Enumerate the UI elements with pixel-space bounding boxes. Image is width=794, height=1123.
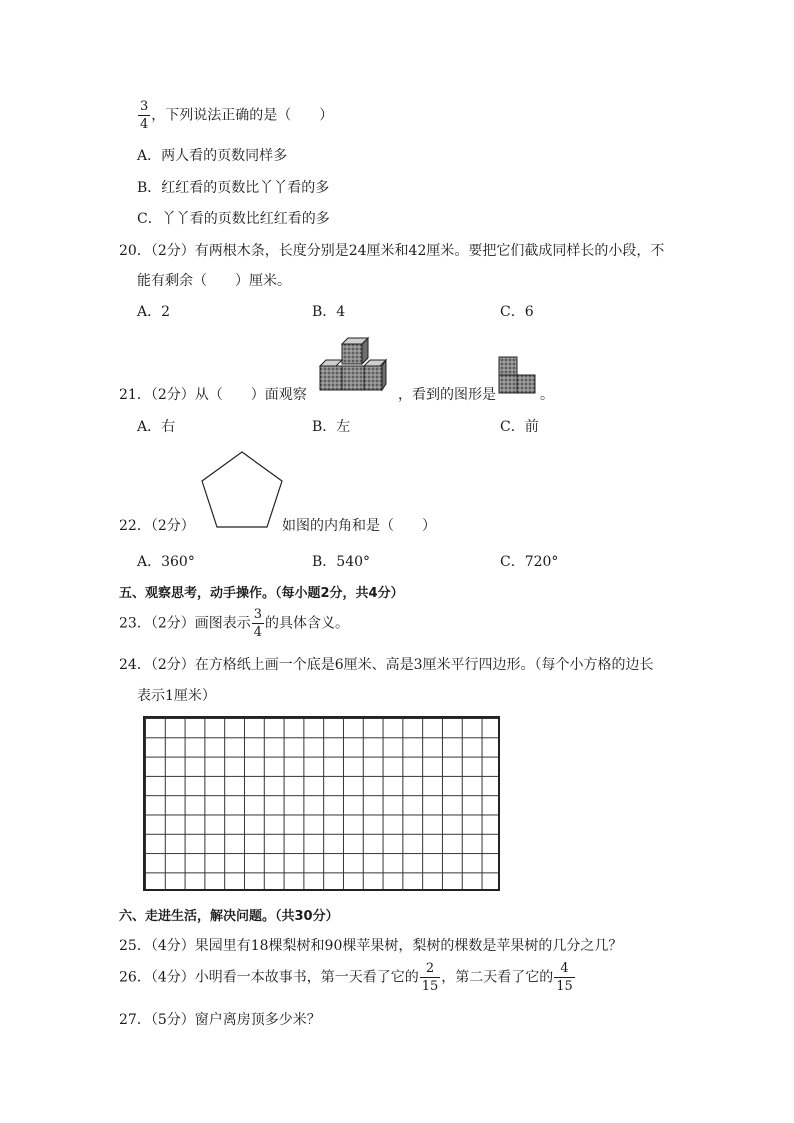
fraction: $\frac{3}{4}$ — [253, 607, 263, 640]
q22-option-b[interactable]: B．540° — [312, 554, 371, 570]
q21-middle: ，看到的图形是 — [398, 387, 496, 403]
fraction: $\frac{2}{15}$ — [421, 961, 439, 994]
q20-line1: 20．（2分）有两根木条，长度分别是24厘米和42厘米。要把它们截成同样长的小段，不 — [119, 243, 665, 259]
q19-stem-text: ，下列说法正确的是（ ） — [151, 107, 334, 124]
q24-line2: 表示1厘米） — [137, 688, 216, 704]
q22-option-c[interactable]: C．720° — [500, 554, 559, 570]
q21-option-a[interactable]: A．右 — [137, 419, 176, 435]
q23-suffix: 的具体含义。 — [265, 615, 350, 632]
q24-line1: 24．（2分）在方格纸上画一个底是6厘米、高是3厘米平行四边形。（每个小方格的边长 — [119, 657, 654, 673]
q23 — [119, 608, 349, 639]
grid-paper[interactable] — [143, 716, 500, 891]
fraction: $\frac{4}{15}$ — [556, 961, 573, 994]
q20-option-b[interactable]: B．4 — [312, 304, 346, 320]
q27: 27．（5分）窗户离房顶多少米？ — [119, 1012, 321, 1028]
section-5-title: 五、观察思考，动手操作。（每小题2分，共4分） — [119, 586, 404, 601]
q26-prefix: 26．（4分）小明看一本故事书，第一天看了它的 — [119, 969, 419, 986]
q23-prefix: 23．（2分）画图表示 — [119, 615, 251, 632]
q26-middle: ，第二天看了它的 — [441, 969, 554, 986]
q19-option-b[interactable]: B．红红看的页数比丫丫看的多 — [137, 180, 330, 196]
q20-line2: 能有剩余（ ）厘米。 — [137, 273, 291, 289]
q22-option-a[interactable]: A．360° — [137, 554, 195, 570]
q26 — [119, 962, 576, 993]
q21-option-b[interactable]: B．左 — [312, 419, 351, 435]
q22-prefix: 22．（2分） — [119, 518, 195, 534]
q21-option-c[interactable]: C．前 — [500, 419, 539, 435]
view-shape-figure — [497, 355, 539, 395]
pentagon-figure — [196, 448, 288, 532]
q20-option-c[interactable]: C．6 — [500, 304, 534, 320]
q19-option-c[interactable]: C．丫丫看的页数比红红看的多 — [137, 211, 330, 227]
q19-stem — [137, 100, 333, 131]
section-6-title: 六、走进生活，解决问题。（共30分） — [119, 909, 339, 924]
fraction: $\frac{3}{4}$ — [140, 99, 149, 132]
cube-stack-figure — [316, 336, 390, 396]
q19-option-a[interactable]: A．两人看的页数同样多 — [137, 148, 288, 164]
q22-stem: 如图的内角和是（ ） — [282, 518, 436, 534]
q20-option-a[interactable]: A．2 — [137, 304, 171, 320]
q21-suffix: 。 — [540, 387, 554, 403]
q25: 25．（4分）果园里有18棵梨树和90棵苹果树，梨树的棵数是苹果树的几分之几？ — [119, 938, 623, 954]
q21-prefix: 21．（2分）从（ ）面观察 — [119, 387, 307, 403]
